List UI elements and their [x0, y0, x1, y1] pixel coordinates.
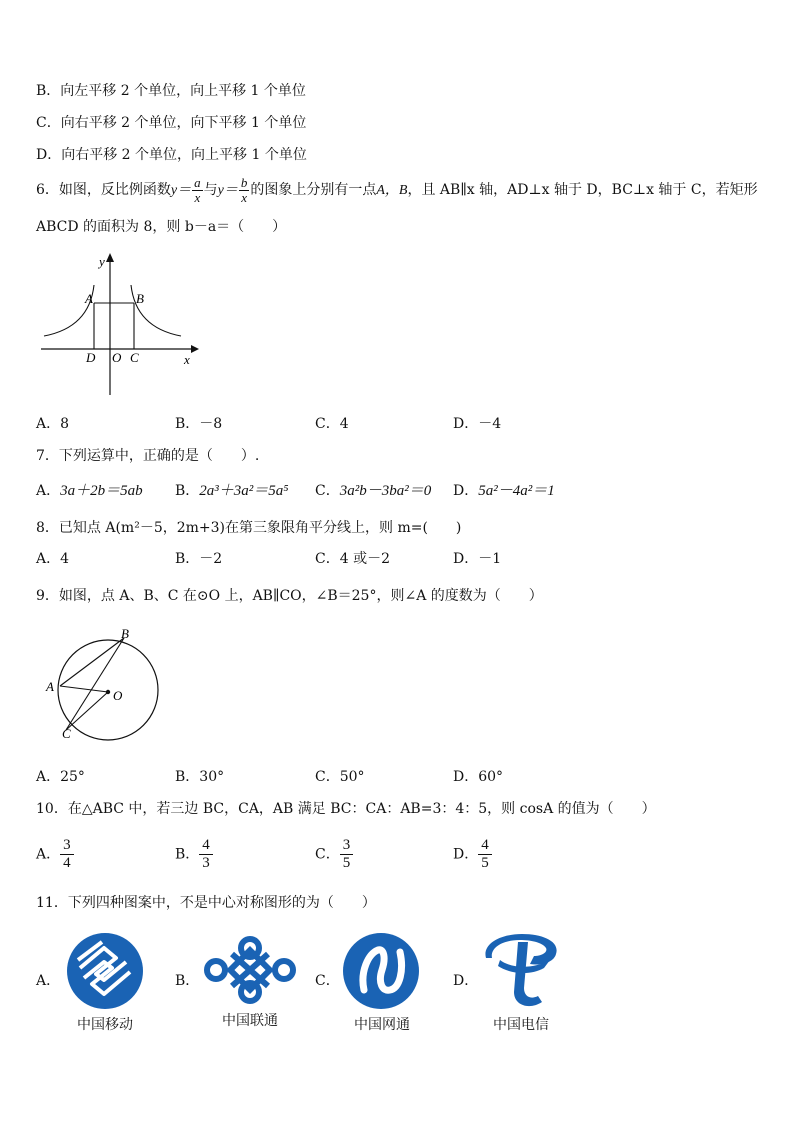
q10-stem: 10．在△ABC 中，若三边 BC，CA，AB 满足 BC：CA：AB=3：4：5，则 cosA 的值为（ ） — [36, 801, 656, 817]
q6-mid1: 与 — [203, 182, 218, 198]
label-a: A — [85, 291, 93, 306]
option-label: B． — [175, 483, 200, 499]
q5-option-c: C．向右平移 2 个单位，向下平移 1 个单位 — [36, 115, 307, 131]
q8-option-a: A．4 — [36, 551, 70, 567]
q8-stem: 8．已知点 A(m²－5，2m+3)在第三象限角平分线上，则 m=( ) — [36, 520, 462, 536]
segment-ab — [60, 638, 124, 686]
q10-option-d — [453, 837, 492, 872]
option-label: A． — [36, 846, 61, 863]
q11-stem: 11．下列四种图案中，不是中心对称图形的为（ ） — [36, 895, 376, 911]
q7-option-c — [315, 482, 431, 500]
china-mobile-logo-icon — [66, 932, 144, 1010]
q6-prefix: 6．如图，反比例函数 — [36, 182, 171, 198]
segment-ao — [60, 686, 108, 692]
q10-frac-c — [340, 837, 354, 872]
frac-denominator: x — [241, 189, 247, 205]
center-point — [106, 690, 110, 694]
q11-option-b-label: B． — [175, 973, 200, 989]
frac-numerator: a — [194, 174, 201, 190]
label-x: x — [184, 352, 190, 367]
label-c: C — [130, 350, 139, 365]
china-netcom-logo-icon — [342, 932, 420, 1010]
q7-option-b — [175, 482, 289, 500]
label-a: A — [46, 679, 54, 694]
q10-frac-d — [478, 837, 492, 872]
label-o: O — [113, 688, 123, 703]
q6-option-b: B．－8 — [175, 416, 223, 432]
q7-expr-c: 3a²b－3ba²＝0 — [339, 483, 432, 499]
q11-option-d-label: D． — [453, 973, 479, 989]
x-axis-arrow — [191, 345, 199, 353]
caption-china-mobile: 中国移动 — [77, 1017, 133, 1033]
option-label: C． — [315, 483, 340, 499]
option-label: D． — [453, 483, 479, 499]
label-b: B — [121, 626, 129, 641]
q9-option-c: C．50° — [315, 769, 365, 785]
q7-stem: 7．下列运算中，正确的是（ ）. — [36, 448, 260, 464]
option-label: A． — [36, 483, 61, 499]
q10-option-b — [175, 837, 213, 872]
q9-option-b: B．30° — [175, 769, 225, 785]
label-d: D — [86, 350, 96, 365]
label-b: B — [136, 291, 144, 306]
q9-figure — [36, 624, 166, 744]
q6-figure — [36, 250, 206, 400]
q6-yeq-2: y＝ — [217, 183, 238, 198]
q5-option-b: B．向左平移 2 个单位，向上平移 1 个单位 — [36, 83, 306, 99]
q10-option-c — [315, 837, 353, 872]
q6-tail: ，且 AB∥x 轴，AD⊥x 轴于 D，BC⊥x 轴于 C，若矩形 — [407, 182, 758, 198]
q9-option-a: A．25° — [36, 769, 85, 785]
q8-option-d: D．－1 — [453, 551, 502, 567]
q6-mid2: 的图象上分别有一点 — [250, 182, 377, 198]
q7-option-a — [36, 482, 143, 500]
q10-frac-a — [60, 837, 74, 872]
q11-option-c-label: C． — [315, 973, 340, 989]
q7-option-d — [453, 482, 555, 500]
china-unicom-logo-icon — [202, 934, 298, 1006]
segment-bc — [66, 638, 124, 730]
y-axis-arrow — [106, 253, 114, 262]
frac-denominator: 5 — [481, 855, 489, 871]
q6-stem-line2: ABCD 的面积为 8，则 b－a＝（ ） — [36, 219, 287, 235]
q9-stem: 9．如图，点 A、B、C 在⊙O 上，AB∥CO，∠B＝25°，则∠A 的度数为（ ） — [36, 588, 543, 604]
q6-option-a: A．8 — [36, 416, 70, 432]
q6-option-d: D．－4 — [453, 416, 502, 432]
label-y: y — [99, 254, 105, 269]
frac-numerator: 4 — [478, 837, 492, 855]
q7-expr-d: 5a²－4a²＝1 — [478, 483, 555, 499]
q6-frac-a-over-x — [192, 176, 203, 205]
q11-option-a-label: A． — [36, 973, 61, 989]
caption-china-netcom: 中国网通 — [354, 1017, 410, 1033]
option-label: C． — [315, 846, 340, 863]
caption-china-unicom: 中国联通 — [222, 1013, 278, 1029]
caption-china-telecom: 中国电信 — [493, 1017, 549, 1033]
option-label: B． — [175, 846, 200, 863]
q7-expr-b: 2a³＋3a²＝5a⁵ — [199, 483, 289, 499]
q8-option-b: B．－2 — [175, 551, 223, 567]
q6-points: A，B — [376, 183, 408, 198]
q6-yeq-1: y＝ — [170, 183, 192, 198]
label-c: C — [62, 726, 71, 741]
q6-stem — [36, 175, 758, 206]
frac-denominator: 5 — [342, 855, 351, 871]
q10-frac-b — [199, 837, 213, 872]
frac-numerator: 4 — [199, 837, 213, 855]
frac-denominator: 4 — [63, 855, 71, 871]
frac-denominator: x — [194, 189, 201, 205]
q5-option-d: D．向右平移 2 个单位，向上平移 1 个单位 — [36, 147, 307, 163]
frac-denominator: 3 — [202, 855, 210, 871]
q6-frac-b-over-x — [239, 176, 250, 205]
frac-numerator: 3 — [60, 837, 74, 855]
option-label: D． — [453, 846, 479, 863]
frac-numerator: b — [240, 174, 248, 190]
label-o: O — [112, 350, 122, 365]
q10-option-a — [36, 837, 74, 872]
q7-expr-a: 3a＋2b＝5ab — [60, 483, 143, 499]
q8-option-c: C．4 或－2 — [315, 551, 390, 567]
china-telecom-logo-icon — [480, 930, 560, 1010]
q9-option-d: D．60° — [453, 769, 504, 785]
q6-option-c: C．4 — [315, 416, 349, 432]
frac-numerator: 3 — [340, 837, 354, 855]
